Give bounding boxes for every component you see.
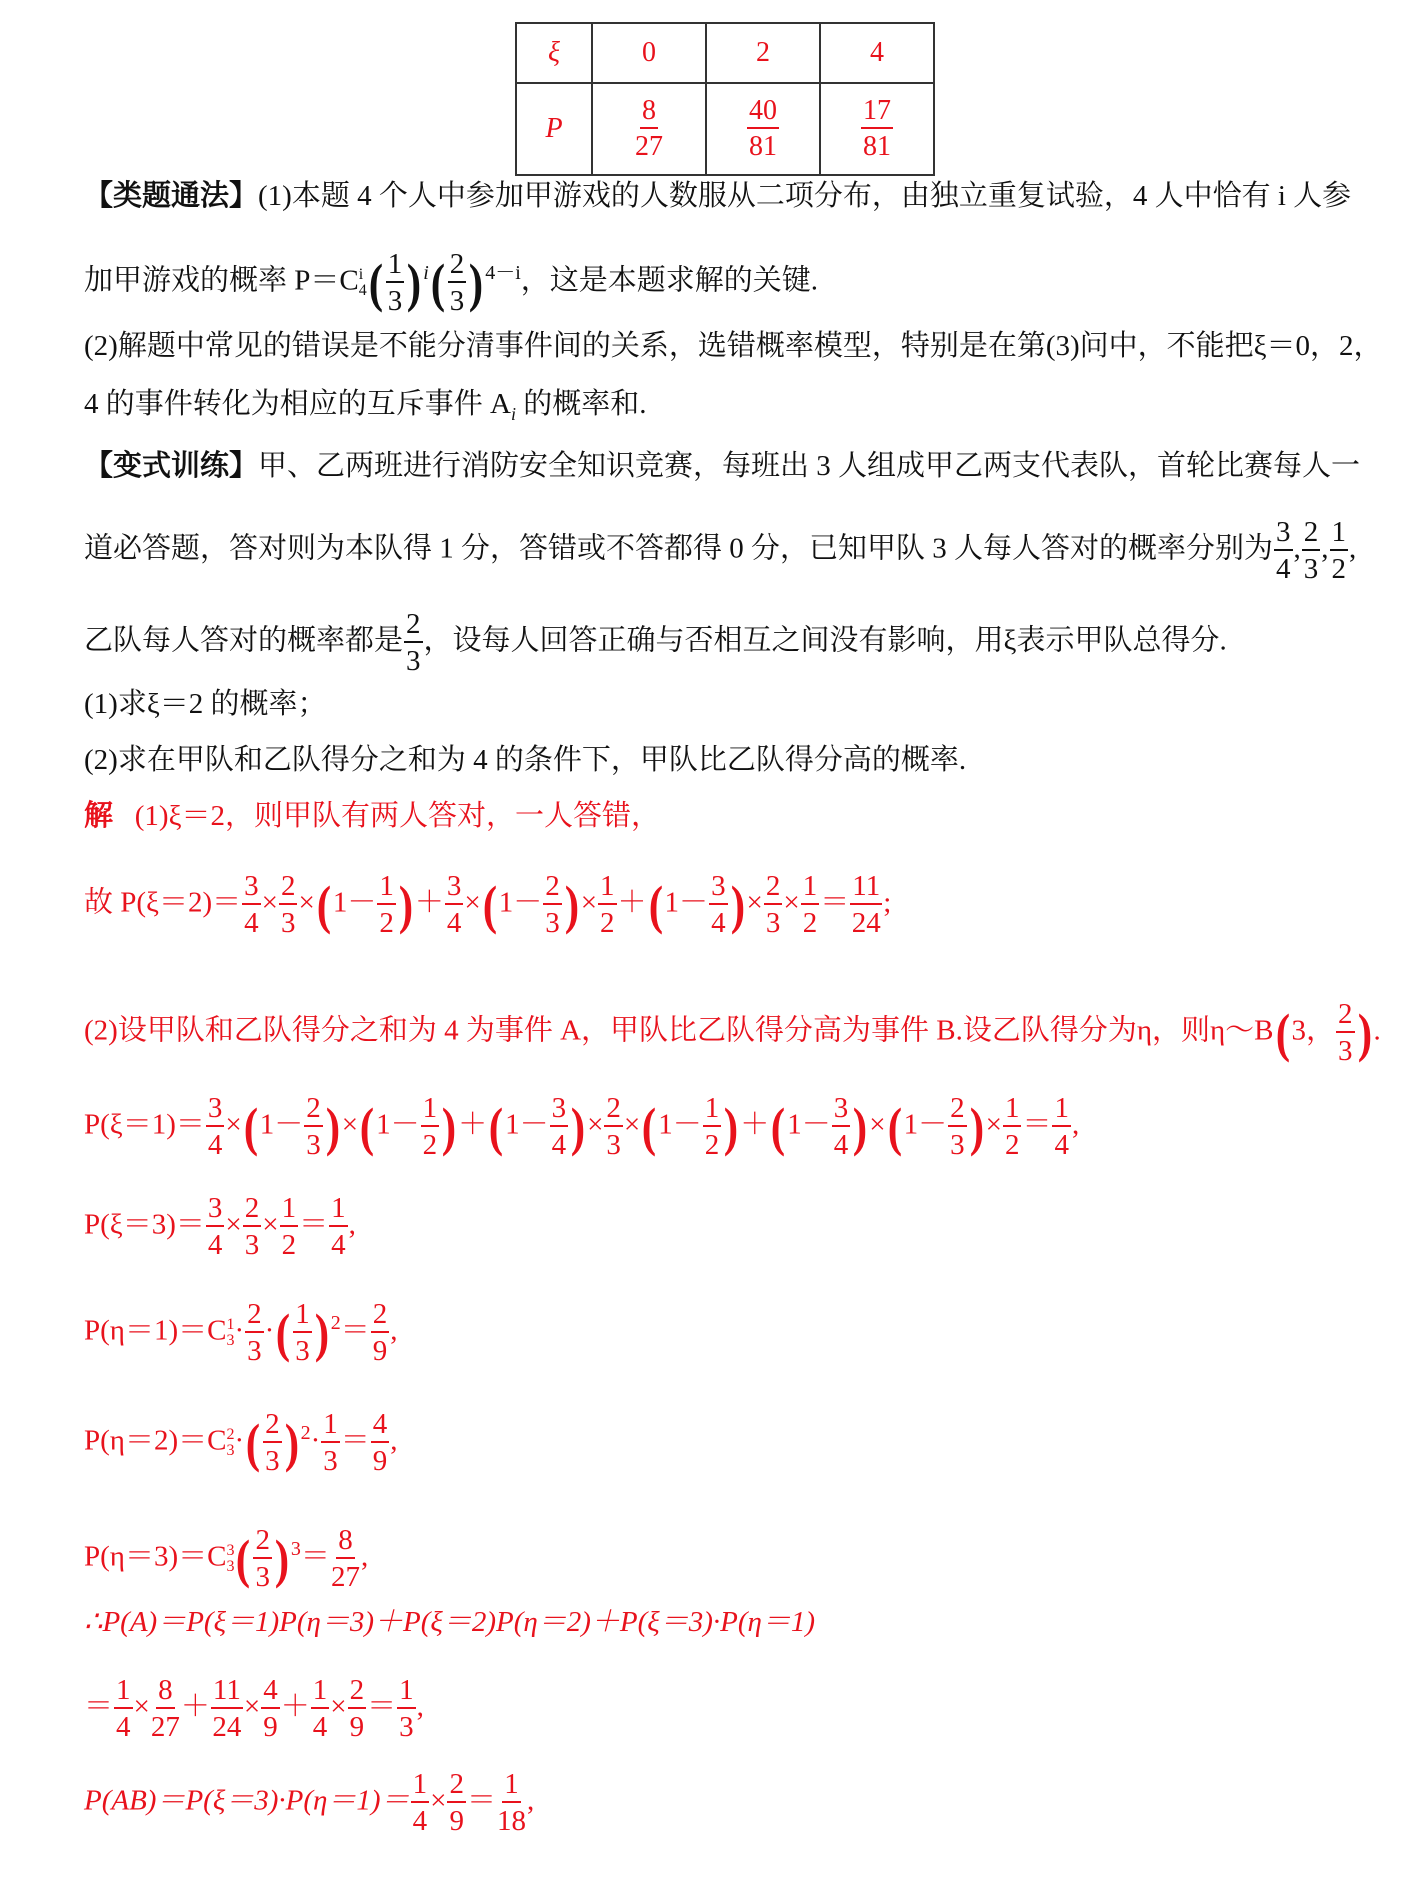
solution-p-xi-3: P(ξ＝3)＝ $\frac{3}{4}$ × $\frac{2}{3}$ × $\frac{1}{2}$ ＝ $\frac{1}{4}$ , [84,1192,356,1261]
solution-step-1: 解 (1)ξ＝2，则甲队有两人答对，一人答错， [84,800,661,832]
solution-p-eta-1: P(η＝1)＝C 1 3 · $\frac{2}{3}$ ·( $\frac{1}{3}$ )$^2$＝ $\frac{2}{9}$ , [84,1298,398,1367]
solution-label: 解 [84,800,114,832]
solution-p-a-calc: ＝ $\frac{1}{4}$ × $\frac{8}{27}$ ＋ $\frac{11}{24}$ × $\frac{4}{9}$ ＋ $\frac{1}{4}$ × $\frac{2}{9}$ ＝ $\frac{1}{3}$ , [84,1674,424,1743]
solution-p-xi-1: P(ξ＝1)＝ $\frac{3}{4}$ ×(1－ $\frac{2}{3}$ )×(1－ $\frac{1}{2}$ )＋(1－ $\frac{3}{4}$ )× $\frac{2}{3}$ ×(1－ $\frac{1}{2}$ )＋(1－ $\frac{3}{4}$ )×(1－ $\frac{2}{3}$ )× $\frac{1}{2}$ ＝ $\frac{1}{4}$ , [84,1092,1080,1161]
exercise-tag: 【变式训练】 [84,450,259,482]
method-paragraph-1-line-2: 加甲游戏的概率 P＝C i 4 ( $\frac{1}{3}$ )$^i$( $\frac{2}{3}$ )$^{4-i}$，这是本题求解的关键. [84,248,819,317]
method-tag: 【类题通法】 [84,180,259,212]
table-cell: 2 [706,23,820,83]
table-row [516,23,934,83]
table-row [516,83,934,175]
solution-p-a-formula: ∴P(A)＝P(ξ＝1)P(η＝3)＋P(ξ＝2)P(η＝2)＋P(ξ＝3)·P(η＝1) [84,1606,816,1638]
table-header-xi: ξ [516,23,592,83]
solution-p-ab: P(AB)＝P(ξ＝3)·P(η＝1)＝ $\frac{1}{4}$ × $\frac{2}{9}$ ＝ $\frac{1}{18}$ , [84,1768,535,1837]
distribution-table [515,22,935,176]
exercise-line-3: 乙队每人答对的概率都是 $\frac{2}{3}$ ，设每人回答正确与否相互之间没有影响，用ξ表示甲队总得分. [84,608,1227,677]
table-cell: $\frac{40}{81}$ [706,83,820,175]
table-cell: $\frac{8}{27}$ [592,83,706,175]
question-1: (1)求ξ＝2 的概率； [84,688,327,720]
question-2: (2)求在甲队和乙队得分之和为 4 的条件下，甲队比乙队得分高的概率. [84,744,967,776]
solution-p-eta-3: P(η＝3)＝C 3 3 ( $\frac{2}{3}$ )$^3$＝ $\frac{8}{27}$ , [84,1524,369,1593]
exercise-line-1: 【变式训练】甲、乙两班进行消防安全知识竞赛，每班出 3 人组成甲乙两支代表队，首轮比赛每人一 [84,450,1361,482]
solution-p-eta-2: P(η＝2)＝C 2 3 ·( $\frac{2}{3}$ )$^2$· $\frac{1}{3}$ ＝ $\frac{4}{9}$ , [84,1408,398,1477]
table-cell: 4 [820,23,934,83]
solution-p-xi-2: 故 P(ξ＝2)＝ $\frac{3}{4}$ × $\frac{2}{3}$ ×(1－ $\frac{1}{2}$ )＋ $\frac{3}{4}$ ×(1－ $\frac{2}{3}$ )× $\frac{1}{2}$ ＋(1－ $\frac{3}{4}$ )× $\frac{2}{3}$ × $\frac{1}{2}$ ＝ $\frac{11}{24}$ ; [84,870,892,939]
table-cell: $\frac{17}{81}$ [820,83,934,175]
exercise-line-2: 道必答题，答对则为本队得 1 分，答错或不答都得 0 分，已知甲队 3 人每人答对的概率分别为 $\frac{3}{4}$ , $\frac{2}{3}$ , $\frac{1}{2}$ , [84,516,1357,585]
solution-step-2: (2)设甲队和乙队得分之和为 4 为事件 A，甲队比乙队得分高为事件 B.设乙队得分为η，则η～B(3， $\frac{2}{3}$ ). [84,998,1381,1067]
method-paragraph-1-line-1: 【类题通法】(1)本题 4 个人中参加甲游戏的人数服从二项分布，由独立重复试验，4 人中恰有 i 人参 [84,180,1352,212]
table-cell: 0 [592,23,706,83]
table-row-label: P [516,83,592,175]
method-paragraph-2-line-2: 4 的事件转化为相应的互斥事件 $A_i$ 的概率和. [84,388,647,424]
method-paragraph-2-line-1: (2)解题中常见的错误是不能分清事件间的关系，选错概率模型，特别是在第(3)问中，不能把ξ＝0，2， [84,330,1383,362]
